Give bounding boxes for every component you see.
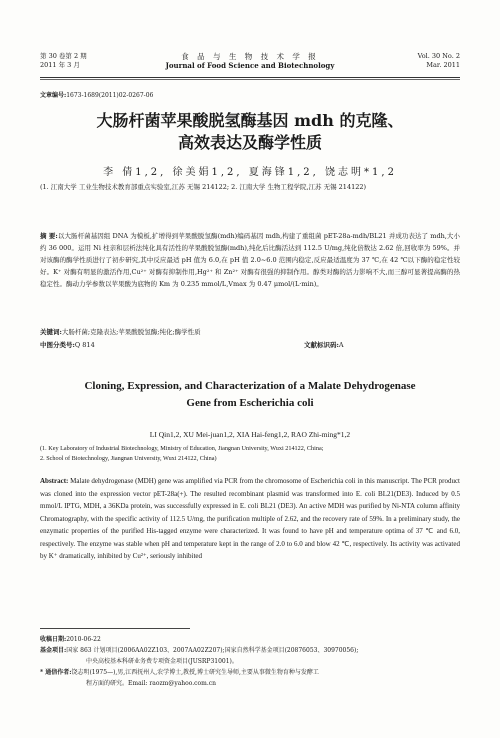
footnote-corr-cont: 程方面的研究。Email: raozm@yahoo.com.cn <box>86 680 216 687</box>
footnotes <box>40 634 460 689</box>
header-rule-thin <box>40 79 460 80</box>
authors-cn: 李 倩1,2, 徐美娟1,2, 夏海锋1,2, 饶志明*1,2 <box>103 167 397 178</box>
abstract-cn: 摘 要:以大肠杆菌基因组 DNA 为模板,扩增得到苹果酸脱氢酶(mdh)编码基因 mdh,构建了重组菌 pET-28a-mdh/BL21 并成功表达了 mdh,大小约 36 000。运用 Ni 柱亲和层析法纯化具有活性的苹果酸脱氢酶(mdh),纯化后比酶活达到 112.5 U/mg,纯化倍数达 2.62 倍,回收率为 59%。并对该酶的酶学性质进行了初步研究,其中反应最适 pH 值为 6.0,在 pH 值 2.0~6.0 范围内稳定,反应最适温度为 37 ℃,在 42 ℃以下酶的稳定性较好。K⁺ 对酶有明显的激活作用,Cu²⁺ 对酶有抑制作用,Hg²⁺ 和 Zn²⁺ 对酶有很强的抑制作用。醇类对酶的活力影响不大,而三醇可显著提高酶的热稳定性。酶动力学参数以苹果酸为底物的 Km 为 0.235 mmol/L,Vmax 为 0.47 μmol/(L·min)。 <box>40 232 460 288</box>
keywords-cn: 关键词:大肠杆菌;克隆表达;苹果酸脱氢酶;纯化;酶学性质 <box>40 328 201 336</box>
authors-en: LI Qin1,2, XU Mei-juan1,2, XIA Hai-feng1,2, RAO Zhi-ming*1,2 <box>149 430 351 439</box>
footnote-fund: 基金项目:国家 863 计划项目(2006AA02Z103、2007AA02Z207);国家自然科学基金项目(20876053、30970056); <box>40 647 359 654</box>
footnote-corr: * 通信作者:饶志明(1975—),男,江西抚州人,农学博士,教授,博士研究生导师,主要从事微生物育种与发酵工 <box>40 669 319 676</box>
affiliation-cn: (1. 江南大学 工业生物技术教育部重点实验室,江苏 无锡 214122; 2. 江南大学 生物工程学院,江苏 无锡 214122) <box>40 183 367 191</box>
header-volume: 第 30 卷第 2 期 2011 年 3 月 <box>40 52 87 69</box>
title-cn: 大肠杆菌苹果酸脱氢酶基因 mdh 的克隆、 高效表达及酶学性质 <box>96 111 404 152</box>
footnote-rule <box>40 628 190 629</box>
header-rule <box>40 77 460 78</box>
header-journal: 食 品 与 生 物 技 术 学 报 Journal of Food Science and Biotechnology <box>165 52 335 70</box>
running-header <box>40 52 460 76</box>
header-issue: Vol. 30 No. 2 Mar. 2011 <box>417 52 460 69</box>
article-id: 文章编号:1673-1689(2011)02-0267-06 <box>40 92 154 99</box>
title-en: Cloning, Expression, and Characterization of a Malate Dehydrogenase Gene from Escherichia coli <box>84 380 416 409</box>
classification: 中图分类号:Q 814 文献标识码:A <box>40 341 344 349</box>
affiliation-en: (1. Key Laboratory of Industrial Biotechnology, Ministry of Education, Jiangnan University, Wuxi 214122, China; 2. School of Biotechnology, Jiangnan University, Wuxi 214122, China) <box>40 445 324 462</box>
document-code: 文献标识码:A <box>304 341 344 349</box>
footnote-received: 收稿日期:2010-06-22 <box>40 636 101 643</box>
footnote-fund-cont: 中央高校基本科研业务费专项资金项目(JUSRP31001)。 <box>86 658 238 665</box>
abstract-en: Abstract: Malate dehydrogenase (MDH) gene was amplified via PCR from the chromosome of Escherichia coli in this manuscript. The PCR product was cloned into the expression vector pET-28a(+). The resulted recombinant plasmid was transformed into E. coli BL21(DE3). Induced by 0.5 mmol/L IPTG, MDH, a 36KDa protein, was successfully expressed in E. coli BL21 (DE3). An active MDH was purified by Ni-NTA column affinity Chromatography, with the specific activity of 112.5 U/mg, the purification multiple of 2.62, and the recovery rate of 59%. In a preliminary study, the enzymatic properties of the purified His-tagged enzyme were characterized. It was found to have pH and temperature optima of 37 ℃ and 6.0, respectively. The enzyme was stable when pH and temperature kept in the range of 2.0 to 6.0 and blow 42 ℃, respectively. Its activity was activated by K⁺ dramatically, inhibited by Cu²⁺, seriously inhibited <box>40 477 461 560</box>
